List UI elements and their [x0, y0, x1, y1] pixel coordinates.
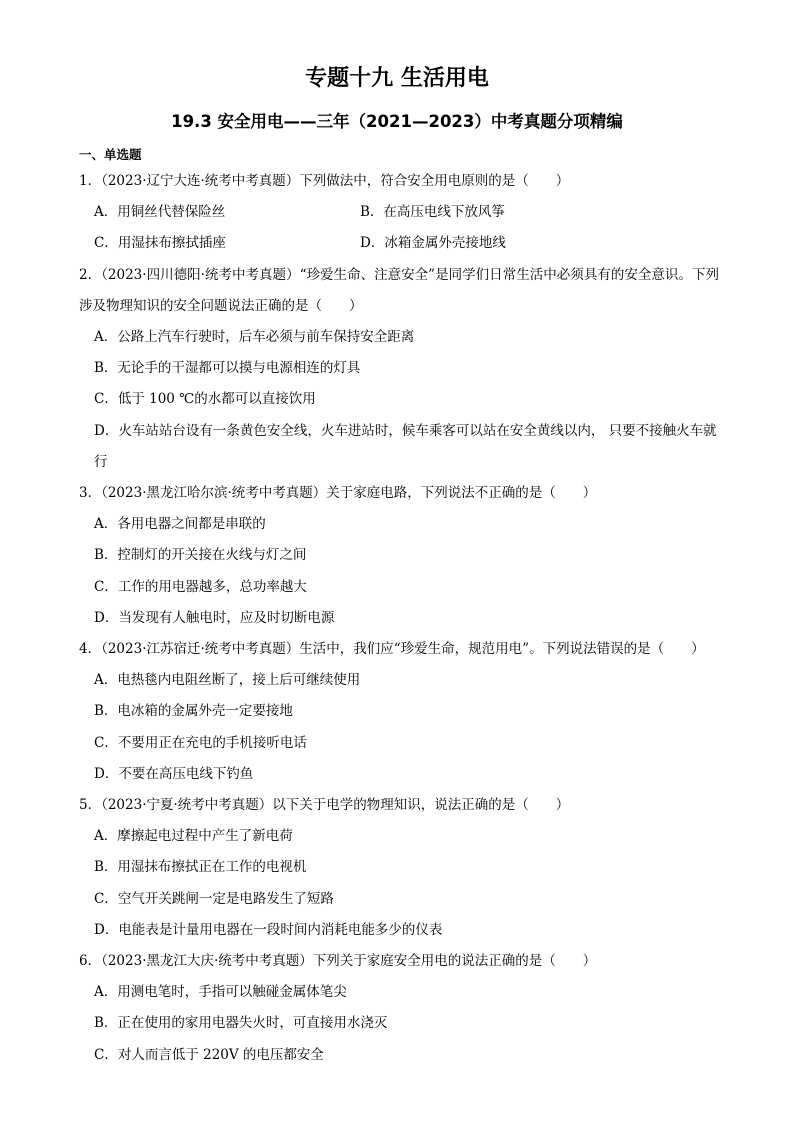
- section-heading: 一、单选题: [79, 147, 142, 162]
- question-3: [79, 478, 719, 634]
- option-a: A．各用电器之间都是串联的: [94, 516, 266, 533]
- option-b: B．用湿抹布擦拭正在工作的电视机: [94, 859, 307, 876]
- question-stem: 2．（2023·四川德阳·统考中考真题）“珍爱生命、注意安全”是同学们日常生活中必须具有的安全意识。下列涉及物理知识的安全问题说法正确的是（ ）: [79, 266, 719, 314]
- question-stem: 4．（2023·江苏宿迁·统考中考真题）生活中，我们应“珍爱生命，规范用电”。下列说法错误的是（ ）: [79, 641, 705, 658]
- question-stem: 1．（2023·辽宁大连·统考中考真题）下列做法中，符合安全用电原则的是（ ）: [79, 173, 570, 189]
- option-c: C．用湿抹布擦拭插座: [94, 235, 226, 252]
- option-a: A．公路上汽车行驶时，后车必须与前车保持安全距离: [94, 329, 415, 346]
- option-c: C．低于 100 ℃的水都可以直接饮用: [94, 391, 316, 408]
- option-d: D．火车站站台设有一条黄色安全线，火车进站时，候车乘客可以站在安全黄线以内， 只要不接触火车就行: [94, 422, 717, 470]
- option-b: B．在高压电线下放风筝: [360, 204, 505, 221]
- option-d: D．不要在高压电线下钓鱼: [94, 765, 254, 782]
- question-2: [79, 260, 719, 478]
- option-c: C．对人而言低于 220V 的电压都安全: [94, 1046, 324, 1063]
- option-d: D．冰箱金属外壳接地线: [360, 235, 506, 252]
- option-a: A．用铜丝代替保险丝: [94, 204, 226, 221]
- option-b: B．控制灯的开关接在火线与灯之间: [94, 547, 307, 564]
- option-c: C．工作的用电器越多，总功率越大: [94, 578, 307, 595]
- option-row: [79, 228, 719, 259]
- question-6: [79, 946, 719, 1071]
- question-stem: 3．（2023·黑龙江哈尔滨·统考中考真题）关于家庭电路，下列说法不正确的是（ ）: [79, 485, 597, 502]
- option-b: B．电冰箱的金属外壳一定要接地: [94, 703, 293, 720]
- option-d: D．电能表是计量用电器在一段时间内消耗电能多少的仪表: [94, 921, 443, 938]
- question-1: [79, 166, 719, 260]
- option-a: A．摩擦起电过程中产生了新电荷: [94, 828, 293, 845]
- question-stem: 5．（2023·宁夏·统考中考真题）以下关于电学的物理知识，说法正确的是（ ）: [79, 797, 570, 814]
- option-c: C．空气开关跳闸一定是电路发生了短路: [94, 890, 334, 907]
- option-c: C．不要用正在充电的手机接听电话: [94, 734, 307, 751]
- document-subtitle: 19.3 安全用电——三年（2021—2023）中考真题分项精编: [171, 112, 623, 131]
- question-5: [79, 790, 719, 946]
- option-d: D．当发现有人触电时，应及时切断电源: [94, 609, 335, 626]
- question-4: [79, 634, 719, 790]
- option-a: A．用测电笔时，手指可以触碰金属体笔尖: [94, 984, 347, 1001]
- option-row: [79, 197, 719, 228]
- question-stem: 6．（2023·黑龙江大庆·统考中考真题）下列关于家庭安全用电的说法正确的是（ ）: [79, 953, 597, 970]
- option-b: B．正在使用的家用电器失火时，可直接用水浇灭: [94, 1015, 388, 1032]
- option-a: A．电热毯内电阻丝断了，接上后可继续使用: [94, 672, 361, 689]
- option-b: B．无论手的干湿都可以摸与电源相连的灯具: [94, 360, 361, 377]
- question-list: [79, 166, 719, 1071]
- document-title: 专题十九 生活用电: [305, 66, 489, 91]
